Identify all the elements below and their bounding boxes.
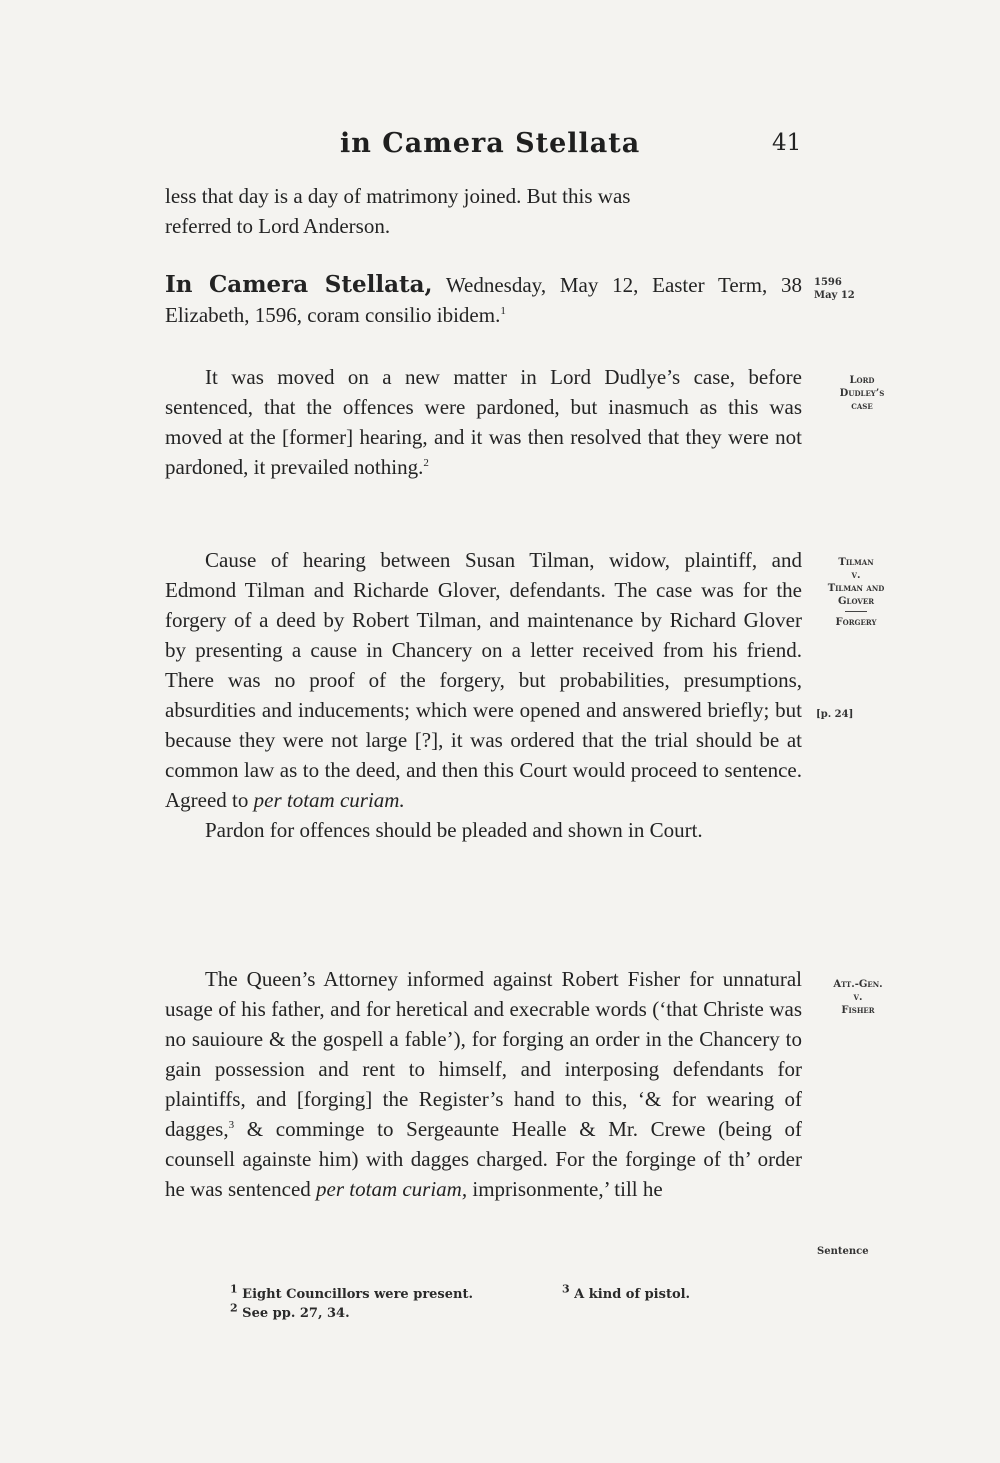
paragraph-fisher	[165, 964, 802, 1204]
footnote-3: $^3$ A kind of pistol.	[562, 1282, 691, 1302]
margin-line: Dudley’s	[839, 388, 885, 399]
running-title: in Camera Stellata	[340, 128, 641, 159]
margin-note-sentence: Sentence	[817, 1246, 869, 1257]
margin-note-tilman	[814, 556, 898, 629]
paragraph-text: & comminge to Sergeaunte Healle & Mr. Crewe (being of counsell againste him) with dagges charged. For the forginge of th’ order he was sentenced	[165, 1117, 802, 1201]
margin-note-dudley	[826, 374, 898, 413]
margin-line: Tilman and	[827, 583, 885, 594]
paragraph-text: imprisonmente,’ till he	[467, 1177, 663, 1201]
margin-date	[814, 276, 855, 302]
paragraph-tilman	[165, 545, 802, 845]
margin-line: Att.-Gen.	[833, 979, 883, 990]
paragraph-pardon: Pardon for offences should be pleaded and shown in Court.	[205, 818, 703, 842]
footnote-ref: 1	[500, 305, 506, 317]
margin-line: Lord	[849, 375, 875, 386]
margin-line: v.	[853, 992, 863, 1003]
margin-line: Glover	[837, 596, 875, 607]
margin-rule	[845, 611, 867, 612]
footnote-ref: 3	[228, 1119, 235, 1131]
session-heading	[165, 270, 802, 330]
margin-line: Tilman	[838, 557, 874, 568]
paragraph-text: It was moved on a new matter in Lord Dudlye’s case, before sentenced, that the offences were pardoned, but inasmuch as this was moved at the [former] hearing, and it was then resolved that they were not pardoned, it prevailed nothing.	[165, 365, 802, 479]
margin-note-fisher	[818, 978, 898, 1017]
paragraph-text: The Queen’s Attorney informed against Robert Fisher for unnatural usage of his father, and for heretical and execrable words (‘that Christe was no sauioure & the gospell a fable’), for forging an order in the Chancery to gain possession and rent to himself, and interposing defendants for plaintiffs, and [forging] the Register’s hand to this, ‘& for wearing of dagges,	[165, 967, 802, 1141]
latin-phrase: per totam curiam.	[253, 788, 405, 812]
latin-phrase: per totam curiam,	[316, 1177, 468, 1201]
margin-year: 1596	[814, 277, 842, 288]
paragraph-line: referred to Lord Anderson.	[165, 214, 391, 238]
margin-line: case	[851, 401, 873, 412]
paragraph-dudley	[165, 362, 802, 482]
footnote-ref: 2	[423, 457, 429, 469]
margin-line: Forgery	[835, 617, 877, 628]
margin-line: Fisher	[841, 1005, 875, 1016]
footnote-1: $^1$ Eight Councillors were present.	[230, 1282, 474, 1302]
margin-line: v.	[851, 570, 861, 581]
margin-day: May 12	[814, 290, 855, 301]
heading-gothic-title: In Camera Stellata,	[165, 271, 433, 298]
margin-page-ref: [p. 24]	[816, 709, 854, 720]
heading-text: Wednesday, May 12, Easter Term, 38 Elizabeth, 1596, coram consilio ibidem.	[165, 273, 802, 327]
footnotes-right	[562, 1282, 691, 1304]
footnote-2: $^2$ See pp. 27, 34.	[230, 1301, 350, 1321]
paragraph-continuation	[165, 181, 802, 241]
footnotes-left	[230, 1282, 474, 1323]
page-number: 41	[772, 130, 802, 156]
paragraph-line: less that day is a day of matrimony joined. But this was	[165, 184, 631, 208]
paragraph-text: Cause of hearing between Susan Tilman, widow, plaintiff, and Edmond Tilman and Richarde Glover, defendants. The case was for the forgery of a deed by Robert Tilman, and maintenance by Richard Glover by presenting a cause in Chancery on a letter received from his friend. There was no proof of the forgery, but probabilities, presumptions, absurdities and inducements; which were opened and answered briefly; but because they were not large [?], it was ordered that the trial should be at common law as to the deed, and then this Court would proceed to sentence. Agreed to	[165, 548, 802, 812]
